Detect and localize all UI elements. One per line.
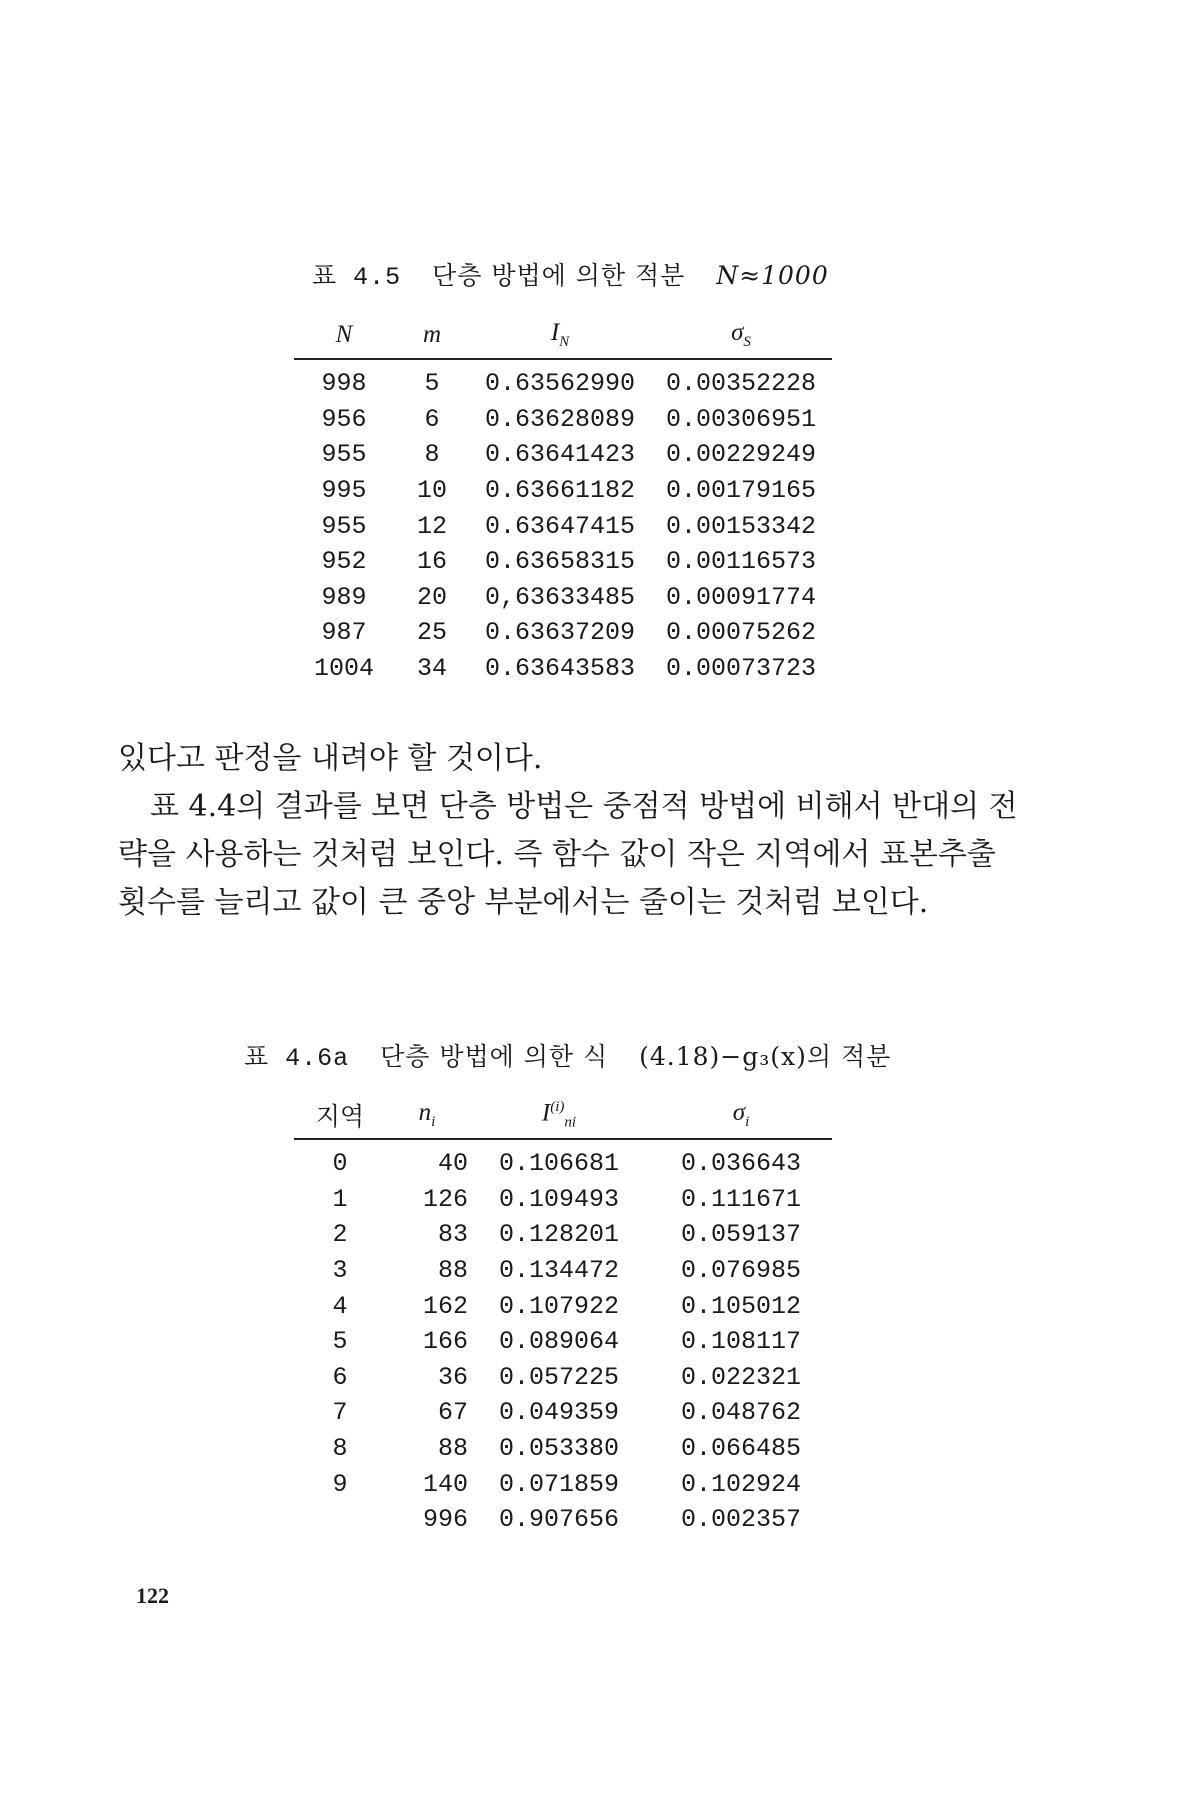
table-row: 6 36 0.057225 0.022321 xyxy=(332,1362,802,1392)
table-row: 1004 34 0.63643583 0.00073723 xyxy=(313,654,817,684)
table-row: 7 67 0.049359 0.048762 xyxy=(332,1398,802,1428)
table-row: 987 25 0.63637209 0.00075262 xyxy=(321,618,817,648)
table-total-row: 996 0.907656 0.002357 xyxy=(422,1505,802,1535)
table-row: 8 88 0.053380 0.066485 xyxy=(332,1434,802,1464)
table-4-5-label: 표 4.5 xyxy=(312,263,402,292)
page-number: 122 xyxy=(136,1583,169,1608)
table-4-6a xyxy=(294,1092,832,1538)
table-row: 955 12 0.63647415 0.00153342 xyxy=(321,511,817,541)
table-row: 989 20 0,63633485 0.00091774 xyxy=(321,582,817,612)
table-row: 1 126 0.109493 0.111671 xyxy=(332,1184,802,1214)
table-row: 2 83 0.128201 0.059137 xyxy=(332,1220,802,1250)
body-text xyxy=(118,735,1018,927)
col-header-n: N xyxy=(294,312,394,359)
table-4-6a-header-row xyxy=(294,1092,832,1139)
paragraph-1: 있다고 판정을 내려야 할 것이다. xyxy=(118,741,543,776)
table-4-6a-title: 단층 방법에 의한 식 xyxy=(380,1042,609,1071)
table-4-6a-label: 표 4.6a xyxy=(244,1044,350,1073)
table-4-5-sample-size: N≈1000 xyxy=(716,261,829,290)
table-row: 5 166 0.089064 0.108117 xyxy=(332,1327,802,1357)
table-4-6a-formula: (4.18)−g₃(x)의 적분 xyxy=(639,1042,892,1071)
table-row: 4 162 0.107922 0.105012 xyxy=(332,1291,802,1321)
col-header-ni: $n_i$ xyxy=(386,1092,468,1139)
table-row: 956 6 0.63628089 0.00306951 xyxy=(321,404,817,434)
col-header-in: $I_N$ xyxy=(470,312,650,359)
col-header-m: m xyxy=(394,312,470,359)
table-row: 9 140 0.071859 0.102924 xyxy=(332,1469,802,1499)
table-row: 955 8 0.63641423 0.00229249 xyxy=(321,440,817,470)
table-4-5-caption xyxy=(312,256,829,292)
table-4-5-header-row xyxy=(294,312,832,359)
col-header-integral-i: $I^{(i)}_{ni}$ xyxy=(468,1092,650,1139)
col-header-sigma-i: $\sigma_i$ xyxy=(650,1092,832,1139)
col-header-sigma-s: $\sigma_S$ xyxy=(650,312,832,359)
table-row: 952 16 0.63658315 0.00116573 xyxy=(321,547,817,577)
col-header-region: 지역 xyxy=(294,1092,386,1139)
table-row: 3 88 0.134472 0.076985 xyxy=(332,1256,802,1286)
table-4-6a-caption xyxy=(244,1037,891,1073)
paragraph-2: 표 4.4의 결과를 보면 단층 방법은 중점적 방법에 비해서 반대의 전략을 사용하는 것처럼 보인다. 즉 함수 값이 작은 지역에서 표본추출 횟수를 늘리고 값이 큰 중앙 부분에서는 줄이는 것처럼 보인다. xyxy=(118,789,1018,920)
table-row: 995 10 0.63661182 0.00179165 xyxy=(321,476,817,506)
table-row: 998 5 0.63562990 0.00352228 xyxy=(321,369,817,399)
table-4-5-title: 단층 방법에 의한 적분 xyxy=(432,261,686,290)
table-row: 0 40 0.106681 0.036643 xyxy=(332,1149,802,1179)
table-4-5 xyxy=(294,312,832,686)
